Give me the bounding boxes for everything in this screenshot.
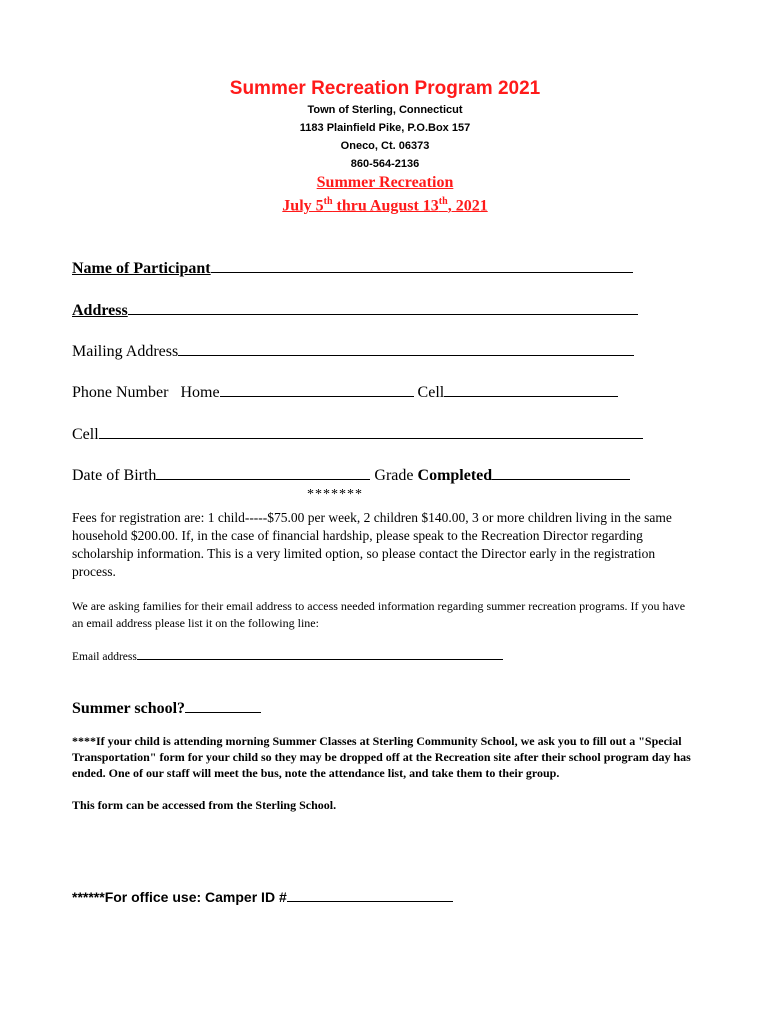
form-access-note: This form can be accessed from the Sterling School. xyxy=(72,798,337,812)
section-divider: ******* xyxy=(307,487,363,502)
grade-completed-label: Completed xyxy=(417,467,493,484)
phone-label: Phone Number xyxy=(72,384,169,401)
program-dates xyxy=(0,196,770,215)
home-phone-label: Home xyxy=(180,384,220,401)
fees-paragraph: Fees for registration are: 1 child-----$75.00 per week, 2 children $140.00, 3 or more children living in the same household $200.00. If, in the case of financial hardship, please speak to the Recreation Director regarding scholarship information. This is a very limited option, so please contact the Director early in the registration process. xyxy=(72,510,672,579)
cell-row xyxy=(72,424,643,444)
dates-middle: thru August 13 xyxy=(332,197,439,215)
address-line-phone: 860-564-2136 xyxy=(350,158,420,170)
dob-label: Date of Birth xyxy=(72,467,157,484)
address-line-city: Oneco, Ct. 06373 xyxy=(340,140,430,152)
office-use-row xyxy=(72,889,453,905)
summer-school-field[interactable] xyxy=(185,698,261,713)
dates-sup-2: th xyxy=(438,196,448,207)
home-phone-field[interactable] xyxy=(220,382,414,397)
address-line-street: 1183 Plainfield Pike, P.O.Box 157 xyxy=(299,122,471,134)
cell-field[interactable] xyxy=(99,424,643,439)
dates-sup-1: th xyxy=(323,196,333,207)
address-label: Address xyxy=(72,302,128,319)
participant-name-label: Name of Participant xyxy=(72,260,211,277)
dob-field[interactable] xyxy=(156,465,370,480)
cell-label: Cell xyxy=(72,426,99,443)
grade-completed-field[interactable] xyxy=(492,465,630,480)
dates-prefix: July 5 xyxy=(282,197,324,215)
email-note: We are asking families for their email address to access needed information regarding summer recreation programs. If you have an email address please list it on the following line: xyxy=(72,599,686,630)
dates-suffix: , 2021 xyxy=(447,197,488,215)
participant-name-field[interactable] xyxy=(211,258,633,273)
page-title: Summer Recreation Program 2021 xyxy=(229,78,541,99)
address-field[interactable] xyxy=(128,300,638,315)
office-use-label: ******For office use: Camper ID # xyxy=(72,889,287,905)
summer-school-label: Summer school? xyxy=(72,700,186,717)
address-row xyxy=(72,300,638,320)
cell-phone-label: Cell xyxy=(417,384,445,401)
mailing-address-label: Mailing Address xyxy=(72,343,179,360)
email-field[interactable] xyxy=(137,648,503,660)
cell-phone-field[interactable] xyxy=(444,382,618,397)
address-line-town: Town of Sterling, Connecticut xyxy=(307,104,463,116)
grade-label: Grade xyxy=(374,467,418,484)
phone-row xyxy=(72,382,618,402)
camper-id-field[interactable] xyxy=(287,889,453,902)
mailing-address-row xyxy=(72,341,634,361)
mailing-address-field[interactable] xyxy=(178,341,634,356)
transport-notice: ****If your child is attending morning Summer Classes at Sterling Community School, we ask you to fill out a "Special Transportation" form for your child so they may be dropped off at the Recreation site after their school program day has ended. One of our staff will meet the bus, note the attendance list, and take them to their group. xyxy=(72,734,691,780)
participant-name-row xyxy=(72,258,633,278)
email-label: Email address xyxy=(72,651,137,663)
email-row xyxy=(72,648,503,663)
summer-school-row xyxy=(72,698,261,718)
birth-grade-row xyxy=(72,465,630,485)
subtitle: Summer Recreation xyxy=(316,174,454,191)
